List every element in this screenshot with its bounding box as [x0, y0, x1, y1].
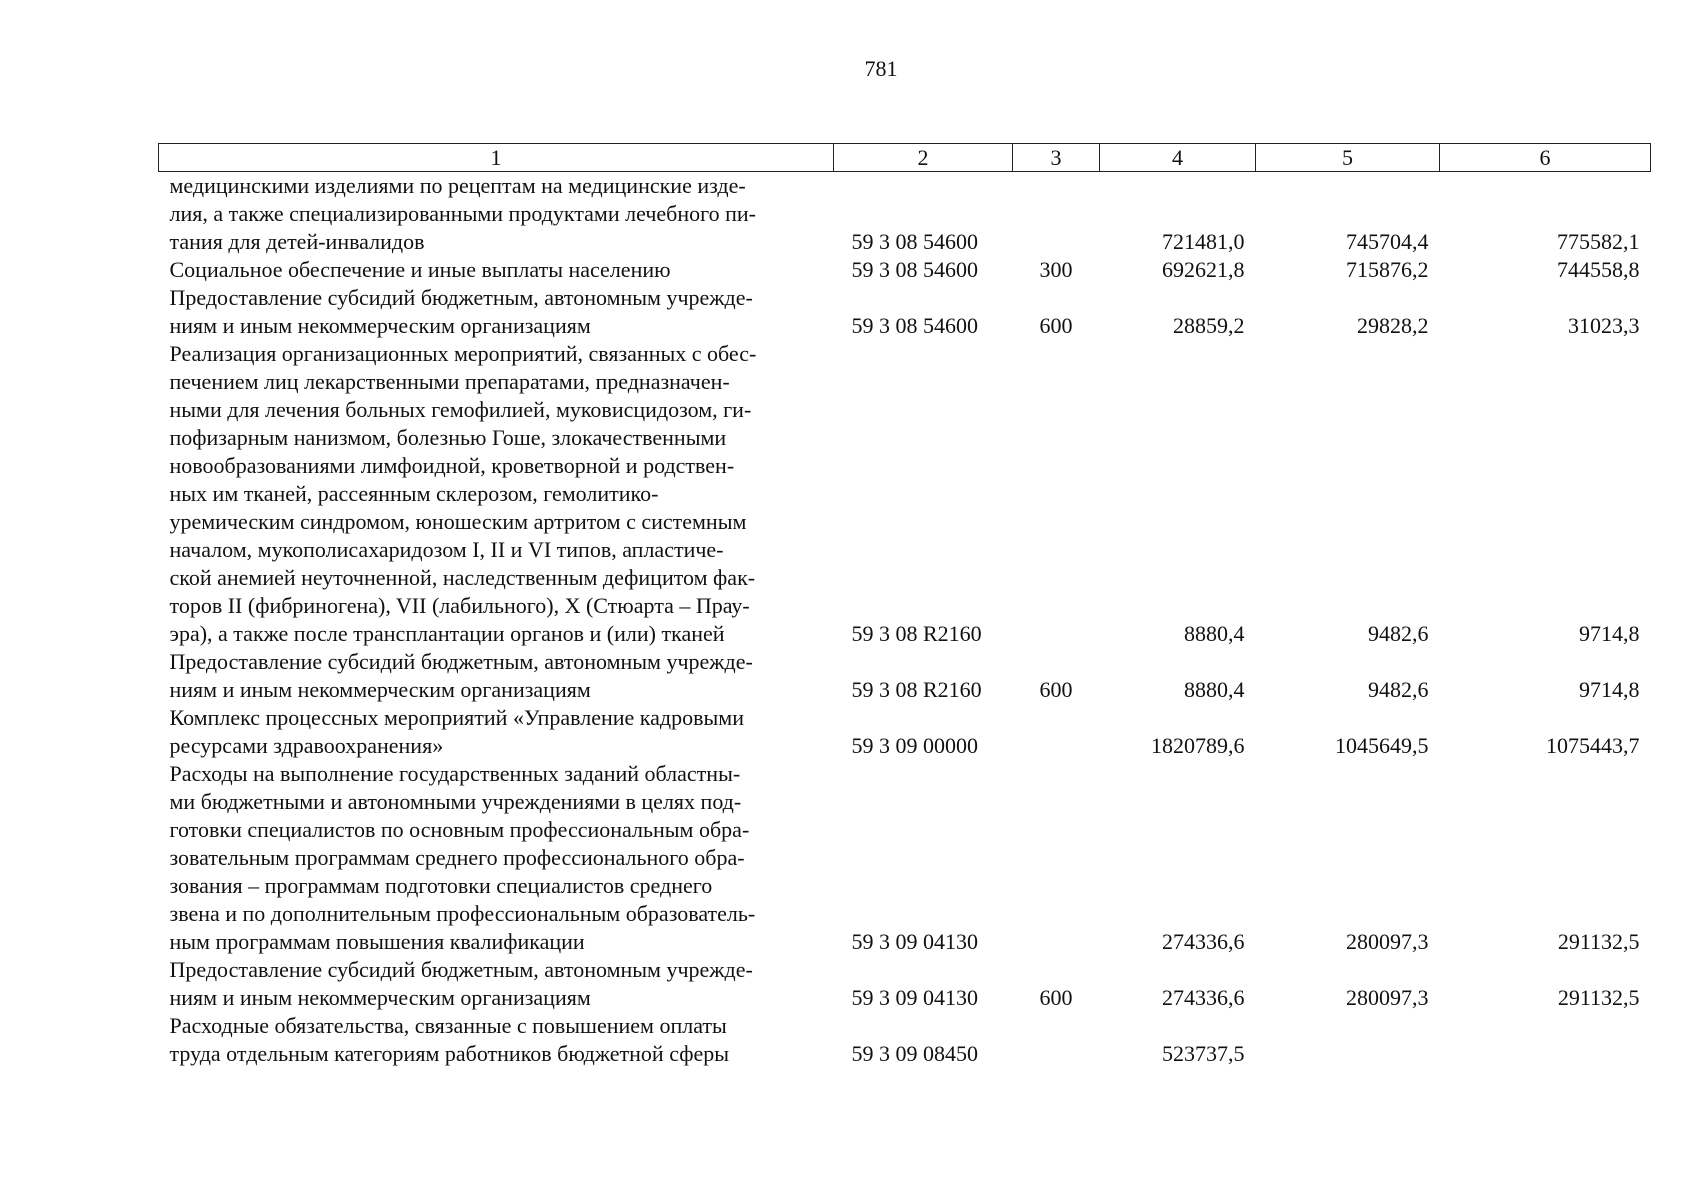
table-row [159, 704, 1651, 760]
row-amount-col5: 1045649,5 [1335, 733, 1429, 758]
row-amount-col6: 291132,5 [1557, 929, 1640, 954]
row-amount-col6: 31023,3 [1568, 313, 1640, 338]
table-row [159, 760, 1651, 956]
row-description: Расходные обязательства, связанные с повышением оплаты труда отдельным категориям работников бюджетной сферы [169, 1013, 730, 1066]
page-number: 781 [864, 56, 898, 81]
row-amount-col4: 274336,6 [1162, 985, 1245, 1010]
table-row [159, 1012, 1651, 1068]
row-expense-type [1013, 1012, 1100, 1068]
row-amount-col4: 8880,4 [1184, 677, 1245, 702]
row-amount-col6: 775582,1 [1557, 229, 1640, 254]
table-row [159, 284, 1651, 340]
row-expense-type: 600 [1039, 985, 1073, 1010]
header-col-3: 3 [1013, 144, 1100, 172]
row-amount-col6: 291132,5 [1557, 985, 1640, 1010]
row-description: Предоставление субсидий бюджетным, автономным учрежде- ниям и иным некоммерческим организациям [169, 285, 753, 338]
budget-table-container [158, 143, 1650, 1068]
row-amount-col5: 715876,2 [1346, 257, 1429, 282]
row-expense-type: 600 [1039, 313, 1073, 338]
header-col-4: 4 [1100, 144, 1256, 172]
row-target-code: 59 3 09 08450 [851, 1041, 978, 1066]
row-target-code: 59 3 08 54600 [851, 229, 978, 254]
row-amount-col6 [1440, 1012, 1651, 1068]
row-amount-col6: 744558,8 [1557, 257, 1640, 282]
row-description: Предоставление субсидий бюджетным, автономным учрежде- ниям и иным некоммерческим организациям [169, 649, 753, 702]
table-header [159, 144, 1651, 172]
row-amount-col4: 721481,0 [1162, 229, 1245, 254]
header-row [159, 144, 1651, 172]
table-row [159, 648, 1651, 704]
header-col-2: 2 [834, 144, 1013, 172]
header-col-1: 1 [159, 144, 834, 172]
row-amount-col6: 1075443,7 [1546, 733, 1640, 758]
row-amount-col5: 9482,6 [1368, 677, 1429, 702]
row-amount-col6: 9714,8 [1579, 677, 1640, 702]
row-description: Реализация организационных мероприятий, связанных с обес- печением лиц лекарственными препаратами, предназначен- ными для лечения больных гемофилией, муковисцидозом, ги- пофизарным нанизмом, болезнью Гоше, злокачественными новообразованиями лимфоидной, кроветворной и родствен- ных им тканей, рассеянным склерозом, гемолитико- уремическим синдромом, юношеским артритом с системным началом, мукополисахаридозом I, II и VI типов, апластиче- ской анемией неуточненной, наследственным дефицитом фак- торов II (фибриногена), VII (лабильного), X (Стюарта – Прау- эра), а также после трансплантации органов и (или) тканей [169, 341, 757, 646]
table-row [159, 256, 1651, 284]
table-row [159, 172, 1651, 257]
row-expense-type [1013, 172, 1100, 257]
row-target-code: 59 3 08 R2160 [851, 677, 982, 702]
row-target-code: 59 3 09 04130 [851, 985, 978, 1010]
row-amount-col5: 29828,2 [1357, 313, 1429, 338]
row-amount-col4: 692621,8 [1162, 257, 1245, 282]
row-description: медицинскими изделиями по рецептам на медицинские изде- лия, а также специализированными продуктами лечебного пи- тания для детей-инвалидов [169, 173, 756, 254]
row-target-code: 59 3 08 54600 [851, 257, 978, 282]
row-amount-col5: 9482,6 [1368, 621, 1429, 646]
table-row [159, 956, 1651, 1012]
table-row [159, 340, 1651, 648]
row-amount-col5 [1256, 1012, 1440, 1068]
row-amount-col4: 8880,4 [1184, 621, 1245, 646]
row-amount-col4: 28859,2 [1173, 313, 1245, 338]
row-amount-col6: 9714,8 [1579, 621, 1640, 646]
row-amount-col4: 1820789,6 [1151, 733, 1245, 758]
row-target-code: 59 3 09 00000 [851, 733, 978, 758]
row-expense-type: 600 [1039, 677, 1073, 702]
header-col-5: 5 [1256, 144, 1440, 172]
row-description: Предоставление субсидий бюджетным, автономным учрежде- ниям и иным некоммерческим организациям [169, 957, 753, 1010]
row-amount-col5: 280097,3 [1346, 929, 1429, 954]
row-target-code: 59 3 09 04130 [851, 929, 978, 954]
row-amount-col4: 274336,6 [1162, 929, 1245, 954]
row-description: Социальное обеспечение и иные выплаты населению [169, 257, 671, 282]
row-expense-type [1013, 760, 1100, 956]
row-amount-col5: 280097,3 [1346, 985, 1429, 1010]
row-amount-col4: 523737,5 [1162, 1041, 1245, 1066]
row-expense-type [1013, 340, 1100, 648]
budget-table [158, 143, 1651, 1068]
row-expense-type [1013, 704, 1100, 760]
header-col-6: 6 [1440, 144, 1651, 172]
row-description: Расходы на выполнение государственных заданий областны- ми бюджетными и автономными учреждениями в целях под- готовки специалистов по основным профессиональным обра- зовательным программам среднего профессионального обра- зования – программам подготовки специалистов среднего звена и по дополнительным профессиональным образователь- ным программам повышения квалификации [169, 761, 756, 954]
table-body [159, 172, 1651, 1069]
row-expense-type: 300 [1039, 257, 1073, 282]
row-amount-col5: 745704,4 [1346, 229, 1429, 254]
row-description: Комплекс процессных мероприятий «Управление кадровыми ресурсами здравоохранения» [169, 705, 744, 758]
row-target-code: 59 3 08 54600 [851, 313, 978, 338]
row-target-code: 59 3 08 R2160 [851, 621, 982, 646]
